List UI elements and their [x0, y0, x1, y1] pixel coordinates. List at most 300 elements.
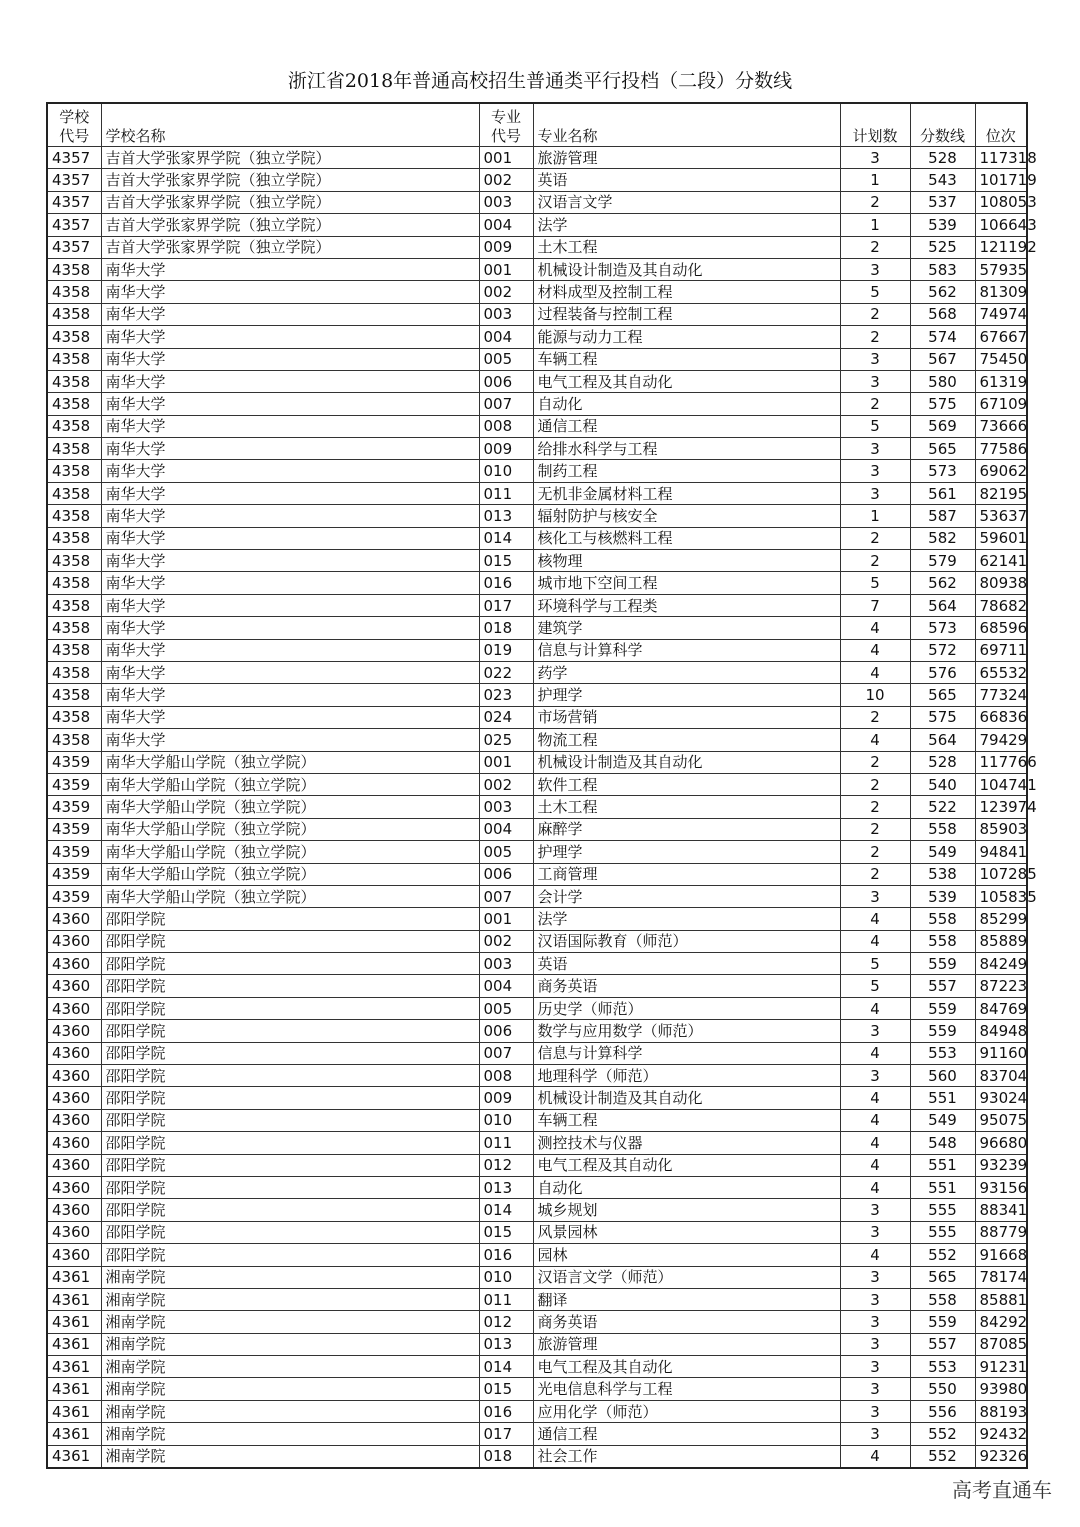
- major-name-cell: 汉语言文学（师范）: [533, 1266, 840, 1288]
- school-code-cell: 4357: [47, 236, 101, 258]
- school-name-cell: 南华大学船山学院（独立学院）: [101, 841, 479, 863]
- school-name-cell: 南华大学船山学院（独立学院）: [101, 885, 479, 907]
- plan-cell: 2: [840, 527, 910, 549]
- score-cell: 552: [910, 1445, 975, 1468]
- score-cell: 552: [910, 1423, 975, 1445]
- school-code-cell: 4358: [47, 370, 101, 392]
- rank-cell: 77586: [975, 438, 1027, 460]
- major-name-cell: 机械设计制造及其自动化: [533, 751, 840, 773]
- plan-cell: 2: [840, 326, 910, 348]
- rank-cell: 85881: [975, 1288, 1027, 1310]
- school-name-cell: 吉首大学张家界学院（独立学院）: [101, 147, 479, 169]
- school-name-cell: 南华大学: [101, 348, 479, 370]
- rank-cell: 84292: [975, 1311, 1027, 1333]
- rank-cell: 87223: [975, 975, 1027, 997]
- major-name-cell: 能源与动力工程: [533, 326, 840, 348]
- rank-cell: 77324: [975, 684, 1027, 706]
- rank-cell: 74974: [975, 303, 1027, 325]
- rank-cell: 101719: [975, 169, 1027, 191]
- plan-cell: 4: [840, 617, 910, 639]
- watermark-text: 高考直通车: [952, 1478, 1052, 1502]
- score-cell: 565: [910, 1266, 975, 1288]
- major-code-cell: 014: [479, 1356, 533, 1378]
- table-row: [47, 1445, 1027, 1468]
- school-name-cell: 南华大学: [101, 460, 479, 482]
- major-code-cell: 012: [479, 1311, 533, 1333]
- school-name-cell: 南华大学船山学院（独立学院）: [101, 863, 479, 885]
- school-name-cell: 邵阳学院: [101, 1244, 479, 1266]
- rank-cell: 88779: [975, 1221, 1027, 1243]
- school-name-cell: 南华大学船山学院（独立学院）: [101, 751, 479, 773]
- rank-cell: 78682: [975, 594, 1027, 616]
- major-name-cell: 汉语国际教育（师范）: [533, 930, 840, 952]
- major-code-cell: 015: [479, 1221, 533, 1243]
- major-name-cell: 电气工程及其自动化: [533, 370, 840, 392]
- plan-cell: 3: [840, 1333, 910, 1355]
- table-row: [47, 147, 1027, 169]
- major-name-cell: 材料成型及控制工程: [533, 281, 840, 303]
- plan-cell: 2: [840, 863, 910, 885]
- school-name-cell: 南华大学: [101, 505, 479, 527]
- table-row: [47, 885, 1027, 907]
- school-name-cell: 南华大学: [101, 729, 479, 751]
- score-cell: 583: [910, 258, 975, 280]
- plan-cell: 2: [840, 393, 910, 415]
- rank-cell: 95075: [975, 1109, 1027, 1131]
- school-name-cell: 邵阳学院: [101, 930, 479, 952]
- table-row: [47, 1333, 1027, 1355]
- major-name-cell: 测控技术与仪器: [533, 1132, 840, 1154]
- rank-cell: 91231: [975, 1356, 1027, 1378]
- major-name-cell: 电气工程及其自动化: [533, 1154, 840, 1176]
- rank-cell: 68596: [975, 617, 1027, 639]
- major-code-cell: 001: [479, 147, 533, 169]
- major-name-cell: 制药工程: [533, 460, 840, 482]
- major-name-cell: 光电信息科学与工程: [533, 1378, 840, 1400]
- school-code-cell: 4358: [47, 661, 101, 683]
- major-code-cell: 013: [479, 505, 533, 527]
- rank-cell: 84769: [975, 997, 1027, 1019]
- score-cell: 565: [910, 684, 975, 706]
- header-major-name: 专业名称: [533, 103, 840, 147]
- school-code-cell: 4361: [47, 1266, 101, 1288]
- plan-cell: 3: [840, 1221, 910, 1243]
- school-name-cell: 南华大学船山学院（独立学院）: [101, 773, 479, 795]
- plan-cell: 3: [840, 1020, 910, 1042]
- school-name-cell: 邵阳学院: [101, 1221, 479, 1243]
- school-name-cell: 吉首大学张家界学院（独立学院）: [101, 191, 479, 213]
- score-cell: 579: [910, 550, 975, 572]
- score-cell: 561: [910, 482, 975, 504]
- score-cell: 557: [910, 1333, 975, 1355]
- major-name-cell: 市场营销: [533, 706, 840, 728]
- plan-cell: 4: [840, 908, 910, 930]
- plan-cell: 3: [840, 1311, 910, 1333]
- major-code-cell: 006: [479, 1020, 533, 1042]
- rank-cell: 61319: [975, 370, 1027, 392]
- major-code-cell: 003: [479, 796, 533, 818]
- school-code-cell: 4360: [47, 1199, 101, 1221]
- table-row: [47, 997, 1027, 1019]
- school-name-cell: 邵阳学院: [101, 1042, 479, 1064]
- score-cell: 562: [910, 281, 975, 303]
- school-code-cell: 4361: [47, 1333, 101, 1355]
- plan-cell: 3: [840, 1065, 910, 1087]
- major-name-cell: 城乡规划: [533, 1199, 840, 1221]
- major-code-cell: 018: [479, 617, 533, 639]
- major-code-cell: 012: [479, 1154, 533, 1176]
- score-cell: 548: [910, 1132, 975, 1154]
- major-code-cell: 011: [479, 1132, 533, 1154]
- major-name-cell: 无机非金属材料工程: [533, 482, 840, 504]
- table-row: [47, 460, 1027, 482]
- table-row: [47, 706, 1027, 728]
- school-code-cell: 4358: [47, 505, 101, 527]
- score-cell: 559: [910, 1020, 975, 1042]
- major-name-cell: 商务英语: [533, 975, 840, 997]
- plan-cell: 3: [840, 1378, 910, 1400]
- table-row: [47, 930, 1027, 952]
- school-name-cell: 南华大学: [101, 572, 479, 594]
- school-name-cell: 南华大学: [101, 281, 479, 303]
- school-name-cell: 湘南学院: [101, 1423, 479, 1445]
- score-cell: 572: [910, 639, 975, 661]
- school-code-cell: 4358: [47, 348, 101, 370]
- school-code-cell: 4358: [47, 438, 101, 460]
- plan-cell: 2: [840, 796, 910, 818]
- score-cell: 555: [910, 1199, 975, 1221]
- score-cell: 543: [910, 169, 975, 191]
- header-school-name: 学校名称: [101, 103, 479, 147]
- table-row: [47, 684, 1027, 706]
- school-code-cell: 4358: [47, 572, 101, 594]
- major-name-cell: 过程装备与控制工程: [533, 303, 840, 325]
- rank-cell: 104741: [975, 773, 1027, 795]
- table-row: [47, 594, 1027, 616]
- table-row: [47, 393, 1027, 415]
- table-row: [47, 527, 1027, 549]
- school-code-cell: 4358: [47, 326, 101, 348]
- rank-cell: 91160: [975, 1042, 1027, 1064]
- table-row: [47, 1221, 1027, 1243]
- major-name-cell: 工商管理: [533, 863, 840, 885]
- rank-cell: 75450: [975, 348, 1027, 370]
- plan-cell: 3: [840, 1400, 910, 1422]
- major-code-cell: 005: [479, 997, 533, 1019]
- major-name-cell: 护理学: [533, 684, 840, 706]
- plan-cell: 4: [840, 1132, 910, 1154]
- plan-cell: 1: [840, 169, 910, 191]
- major-code-cell: 002: [479, 281, 533, 303]
- plan-cell: 3: [840, 438, 910, 460]
- plan-cell: 3: [840, 482, 910, 504]
- school-name-cell: 吉首大学张家界学院（独立学院）: [101, 169, 479, 191]
- rank-cell: 117766: [975, 751, 1027, 773]
- major-code-cell: 015: [479, 1378, 533, 1400]
- major-code-cell: 016: [479, 1244, 533, 1266]
- rank-cell: 108053: [975, 191, 1027, 213]
- rank-cell: 79429: [975, 729, 1027, 751]
- major-code-cell: 013: [479, 1333, 533, 1355]
- major-name-cell: 通信工程: [533, 415, 840, 437]
- plan-cell: 2: [840, 303, 910, 325]
- score-cell: 525: [910, 236, 975, 258]
- major-code-cell: 015: [479, 550, 533, 572]
- table-body: [47, 147, 1037, 1469]
- score-cell: 562: [910, 572, 975, 594]
- school-name-cell: 南华大学: [101, 639, 479, 661]
- school-name-cell: 南华大学: [101, 370, 479, 392]
- major-name-cell: 历史学（师范）: [533, 997, 840, 1019]
- score-cell: 538: [910, 863, 975, 885]
- page-title: 浙江省2018年普通高校招生普通类平行投档（二段）分数线: [287, 70, 793, 92]
- score-cell: 553: [910, 1042, 975, 1064]
- score-cell: 558: [910, 818, 975, 840]
- school-code-cell: 4357: [47, 191, 101, 213]
- major-name-cell: 物流工程: [533, 729, 840, 751]
- table-row: [47, 1065, 1027, 1087]
- rank-cell: 67667: [975, 326, 1027, 348]
- rank-cell: 85903: [975, 818, 1027, 840]
- table-row: [47, 348, 1027, 370]
- plan-cell: 2: [840, 706, 910, 728]
- major-code-cell: 004: [479, 326, 533, 348]
- major-code-cell: 016: [479, 572, 533, 594]
- rank-cell: 69062: [975, 460, 1027, 482]
- school-name-cell: 邵阳学院: [101, 1020, 479, 1042]
- score-cell: 528: [910, 751, 975, 773]
- plan-cell: 10: [840, 684, 910, 706]
- table-row: [47, 773, 1027, 795]
- plan-cell: 4: [840, 1154, 910, 1176]
- school-code-cell: 4360: [47, 1221, 101, 1243]
- rank-cell: 105835: [975, 885, 1027, 907]
- school-code-cell: 4359: [47, 796, 101, 818]
- table-row: [47, 191, 1027, 213]
- major-code-cell: 011: [479, 1288, 533, 1310]
- plan-cell: 3: [840, 258, 910, 280]
- major-name-cell: 英语: [533, 953, 840, 975]
- table-row: [47, 370, 1027, 392]
- major-name-cell: 环境科学与工程类: [533, 594, 840, 616]
- school-name-cell: 南华大学: [101, 393, 479, 415]
- rank-cell: 83704: [975, 1065, 1027, 1087]
- header-school-code-line2: 代号: [59, 127, 90, 145]
- major-code-cell: 010: [479, 1266, 533, 1288]
- major-name-cell: 商务英语: [533, 1311, 840, 1333]
- rank-cell: 69711: [975, 639, 1027, 661]
- school-code-cell: 4358: [47, 303, 101, 325]
- header-plan: 计划数: [840, 103, 910, 147]
- major-code-cell: 007: [479, 1042, 533, 1064]
- school-name-cell: 邵阳学院: [101, 975, 479, 997]
- rank-cell: 57935: [975, 258, 1027, 280]
- plan-cell: 4: [840, 1176, 910, 1198]
- rank-cell: 94841: [975, 841, 1027, 863]
- plan-cell: 2: [840, 841, 910, 863]
- major-name-cell: 英语: [533, 169, 840, 191]
- school-code-cell: 4359: [47, 773, 101, 795]
- major-code-cell: 007: [479, 885, 533, 907]
- school-code-cell: 4358: [47, 258, 101, 280]
- major-name-cell: 信息与计算科学: [533, 1042, 840, 1064]
- major-name-cell: 自动化: [533, 393, 840, 415]
- major-name-cell: 麻醉学: [533, 818, 840, 840]
- school-name-cell: 南华大学: [101, 482, 479, 504]
- rank-cell: 91668: [975, 1244, 1027, 1266]
- school-code-cell: 4358: [47, 684, 101, 706]
- major-code-cell: 014: [479, 1199, 533, 1221]
- major-code-cell: 017: [479, 594, 533, 616]
- table-row: [47, 1176, 1027, 1198]
- major-name-cell: 核物理: [533, 550, 840, 572]
- major-name-cell: 会计学: [533, 885, 840, 907]
- major-name-cell: 汉语言文学: [533, 191, 840, 213]
- table-row: [47, 1400, 1027, 1422]
- table-row: [47, 1199, 1027, 1221]
- major-name-cell: 自动化: [533, 1176, 840, 1198]
- major-name-cell: 通信工程: [533, 1423, 840, 1445]
- score-cell: 551: [910, 1176, 975, 1198]
- school-code-cell: 4358: [47, 527, 101, 549]
- rank-cell: 62141: [975, 550, 1027, 572]
- score-cell: 573: [910, 460, 975, 482]
- plan-cell: 4: [840, 1109, 910, 1131]
- plan-cell: 2: [840, 751, 910, 773]
- major-code-cell: 001: [479, 258, 533, 280]
- plan-cell: 2: [840, 236, 910, 258]
- plan-cell: 4: [840, 1445, 910, 1468]
- plan-cell: 5: [840, 953, 910, 975]
- major-name-cell: 法学: [533, 908, 840, 930]
- major-code-cell: 005: [479, 348, 533, 370]
- major-code-cell: 002: [479, 773, 533, 795]
- score-cell: 565: [910, 438, 975, 460]
- rank-cell: 92326: [975, 1445, 1027, 1468]
- plan-cell: 3: [840, 1356, 910, 1378]
- school-code-cell: 4361: [47, 1400, 101, 1422]
- rank-cell: 53637: [975, 505, 1027, 527]
- plan-cell: 4: [840, 930, 910, 952]
- rank-cell: 93239: [975, 1154, 1027, 1176]
- score-cell: 555: [910, 1221, 975, 1243]
- table-row: [47, 1132, 1027, 1154]
- school-name-cell: 南华大学: [101, 326, 479, 348]
- score-cell: 559: [910, 1311, 975, 1333]
- school-name-cell: 湘南学院: [101, 1445, 479, 1468]
- school-name-cell: 湘南学院: [101, 1311, 479, 1333]
- major-name-cell: 旅游管理: [533, 147, 840, 169]
- rank-cell: 65532: [975, 661, 1027, 683]
- school-code-cell: 4360: [47, 1087, 101, 1109]
- table-row: [47, 841, 1027, 863]
- table-row: [47, 1042, 1027, 1064]
- school-name-cell: 南华大学: [101, 661, 479, 683]
- school-code-cell: 4358: [47, 482, 101, 504]
- school-name-cell: 邵阳学院: [101, 1199, 479, 1221]
- score-cell: 564: [910, 594, 975, 616]
- rank-cell: 66836: [975, 706, 1027, 728]
- school-code-cell: 4357: [47, 147, 101, 169]
- table-row: [47, 1154, 1027, 1176]
- school-name-cell: 邵阳学院: [101, 1132, 479, 1154]
- major-name-cell: 地理科学（师范）: [533, 1065, 840, 1087]
- rank-cell: 107285: [975, 863, 1027, 885]
- plan-cell: 4: [840, 1087, 910, 1109]
- header-major-code-line2: 代号: [490, 127, 521, 145]
- major-name-cell: 翻译: [533, 1288, 840, 1310]
- plan-cell: 1: [840, 505, 910, 527]
- table-row: [47, 258, 1027, 280]
- table-row: [47, 796, 1027, 818]
- major-name-cell: 社会工作: [533, 1445, 840, 1468]
- table-row: [47, 1423, 1027, 1445]
- rank-cell: 88341: [975, 1199, 1027, 1221]
- major-code-cell: 017: [479, 1423, 533, 1445]
- major-code-cell: 009: [479, 1087, 533, 1109]
- table-row: [47, 482, 1027, 504]
- score-cell: 580: [910, 370, 975, 392]
- table-row: [47, 1266, 1027, 1288]
- table-row: [47, 617, 1027, 639]
- school-name-cell: 邵阳学院: [101, 1109, 479, 1131]
- school-name-cell: 湘南学院: [101, 1266, 479, 1288]
- plan-cell: 3: [840, 348, 910, 370]
- school-name-cell: 湘南学院: [101, 1378, 479, 1400]
- school-name-cell: 邵阳学院: [101, 1065, 479, 1087]
- plan-cell: 4: [840, 1244, 910, 1266]
- plan-cell: 2: [840, 550, 910, 572]
- major-name-cell: 机械设计制造及其自动化: [533, 258, 840, 280]
- score-cell: 556: [910, 1400, 975, 1422]
- plan-cell: 3: [840, 885, 910, 907]
- school-code-cell: 4358: [47, 460, 101, 482]
- table-row: [47, 1288, 1027, 1310]
- plan-cell: 4: [840, 639, 910, 661]
- school-code-cell: 4360: [47, 1109, 101, 1131]
- score-cell: 567: [910, 348, 975, 370]
- major-name-cell: 核化工与核燃料工程: [533, 527, 840, 549]
- school-code-cell: 4357: [47, 214, 101, 236]
- score-cell: 558: [910, 1288, 975, 1310]
- school-name-cell: 南华大学船山学院（独立学院）: [101, 796, 479, 818]
- school-name-cell: 吉首大学张家界学院（独立学院）: [101, 214, 479, 236]
- plan-cell: 3: [840, 1423, 910, 1445]
- rank-cell: 85299: [975, 908, 1027, 930]
- major-name-cell: 建筑学: [533, 617, 840, 639]
- major-name-cell: 信息与计算科学: [533, 639, 840, 661]
- score-cell: 552: [910, 1244, 975, 1266]
- school-name-cell: 湘南学院: [101, 1333, 479, 1355]
- school-name-cell: 湘南学院: [101, 1356, 479, 1378]
- major-name-cell: 法学: [533, 214, 840, 236]
- school-code-cell: 4358: [47, 617, 101, 639]
- major-name-cell: 车辆工程: [533, 1109, 840, 1131]
- plan-cell: 5: [840, 572, 910, 594]
- school-name-cell: 南华大学: [101, 617, 479, 639]
- plan-cell: 3: [840, 1266, 910, 1288]
- table-row: [47, 1378, 1027, 1400]
- school-name-cell: 南华大学: [101, 438, 479, 460]
- major-code-cell: 002: [479, 169, 533, 191]
- school-code-cell: 4358: [47, 706, 101, 728]
- rank-cell: 88193: [975, 1400, 1027, 1422]
- plan-cell: 2: [840, 818, 910, 840]
- major-code-cell: 008: [479, 415, 533, 437]
- score-cell: 574: [910, 326, 975, 348]
- table-row: [47, 1244, 1027, 1266]
- major-code-cell: 007: [479, 393, 533, 415]
